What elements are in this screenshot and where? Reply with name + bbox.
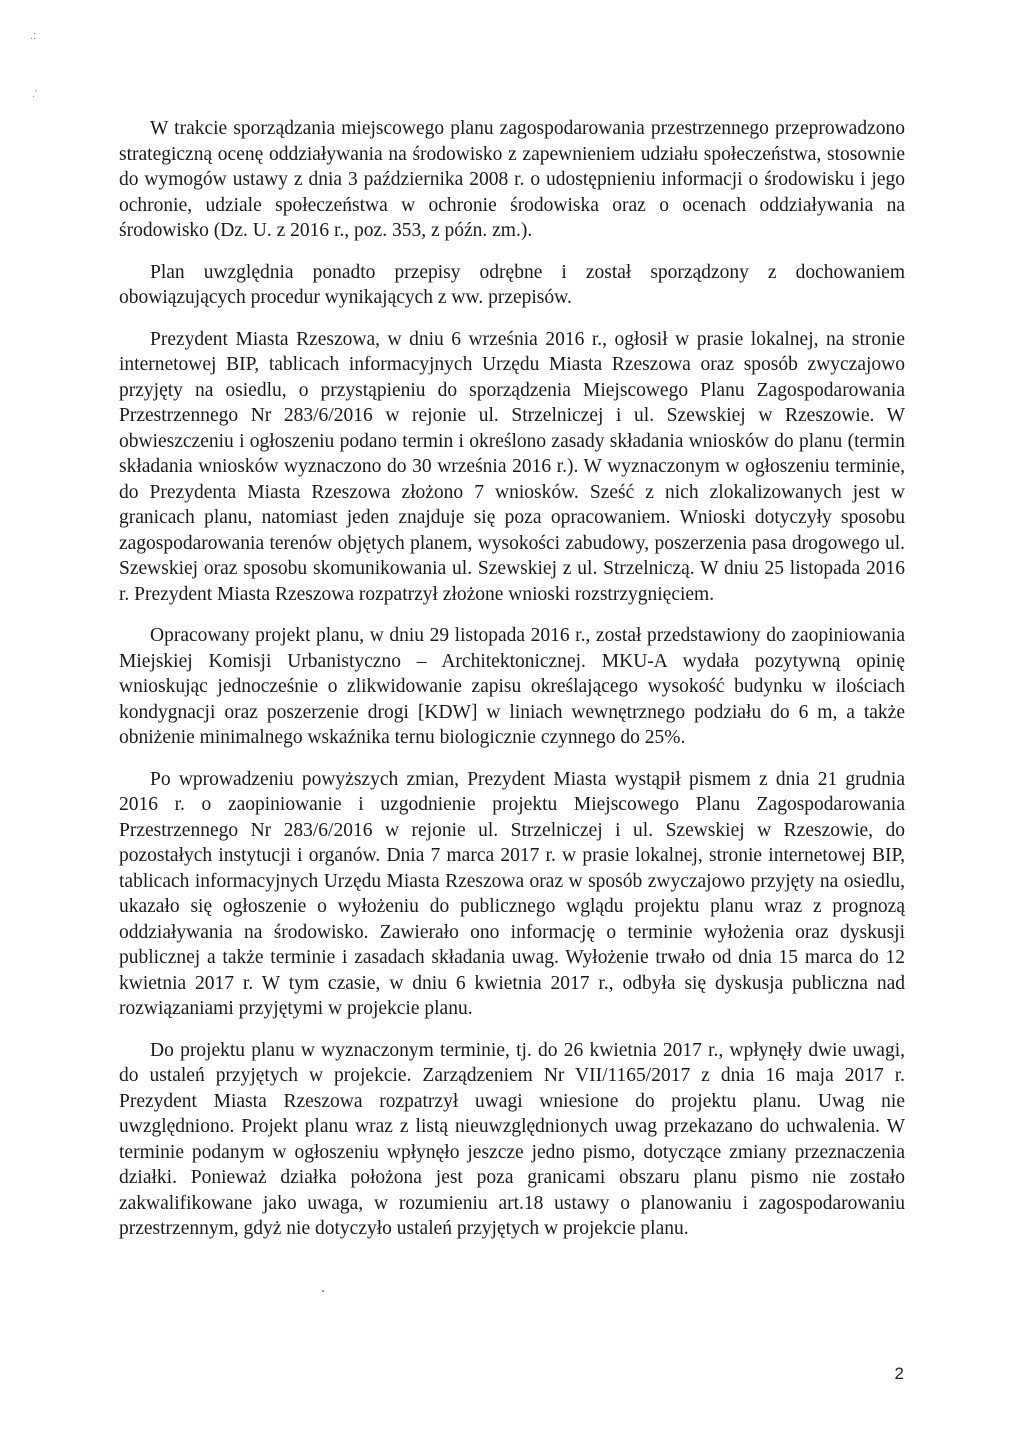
paragraph-commission-opinion: Opracowany projekt planu, w dniu 29 listopada 2016 r., został przedstawiony do zaopiniowania Miejskiej Komisji Urbanistyczno – Architektonicznej. MKU-A wydała pozytywną opinię wnioskując jednocześnie o zlikwidowanie zapisu określającego wysokość budynku w ilościach kondygnacji oraz poszerzenie drogi [KDW] w liniach wewnętrznego podziału do 6 m, a także obniżenie minimalnego wskaźnika ternu biologicznie czynnego do 25%. (119, 625, 905, 748)
paragraph-announcement: Prezydent Miasta Rzeszowa, w dniu 6 września 2016 r., ogłosił w prasie lokalnej, na stronie internetowej BIP, tablicach informacyjnych Urzędu Miasta Rzeszowa oraz sposób zwyczajowo przyjęty na osiedlu, o przystąpieniu do sporządzenia Miejscowego Planu Zagospodarowania Przestrzennego Nr 283/6/2016 w rejonie ul. Strzelniczej i ul. Szewskiej w Rzeszowie. W obwieszczeniu i ogłoszeniu podano termin i określono zasady składania wniosków do planu (termin składania wniosków wyznaczono do 30 września 2016 r.). W wyznaczonym w ogłoszeniu terminie, do Prezydenta Miasta Rzeszowa złożono 7 wniosków. Sześć z nich zlokalizowanych jest w granicach planu, natomiast jeden znajduje się poza opracowaniem. Wnioski dotyczyły sposobu zagospodarowania terenów objętych planem, wysokości zabudowy, poszerzenia pasa drogowego ul. Szewskiej oraz sposobu skomunikowania ul. Szewskiej z ul. Strzelniczą. W dniu 25 listopada 2016 r. Prezydent Miasta Rzeszowa rozpatrzył złożone wnioski rozstrzygnięciem. (119, 328, 905, 605)
paragraph-strategic-assessment: W trakcie sporządzania miejscowego planu zagospodarowania przestrzennego przeprowadzono strategiczną ocenę oddziaływania na środowisko z zapewnieniem udziału społeczeństwa, stosownie do wymogów ustawy z dnia 3 października 2008 r. o udostępnieniu informacji o środowisku i jego ochronie, udziale społeczeństwa w ochronie środowiska oraz o ocenach oddziaływania na środowisko (Dz. U. z 2016 r., poz. 353, z późn. zm.). (119, 118, 905, 241)
scan-dot (322, 1290, 324, 1292)
paragraph-remarks: Do projektu planu w wyznaczonym terminie, tj. do 26 kwietnia 2017 r., wpłynęły dwie uwagi, do ustaleń przyjętych w projekcie. Zarządzeniem Nr VII/1165/2017 z dnia 16 maja 2017 r. Prezydent Miasta Rzeszowa rozpatrzył uwagi wniesione do projektu planu. Uwag nie uwzględniono. Projekt planu wraz z listą nieuwzględnionych uwag przekazano do uchwalenia. W terminie podanym w ogłoszeniu wpłynęło jeszcze jedno pismo, dotyczące zmiany przeznaczenia działki. Ponieważ działka położona jest poza granicami obszaru planu pismo nie zostało zakwalifikowane jako uwaga, w rozumieniu art.18 ustawy o planowaniu i zagospodarowaniu przestrzennym, gdyż nie dotyczyło ustaleń przyjętych w projekcie planu. (119, 1039, 905, 1239)
paragraph-regulations: Plan uwzględnia ponadto przepisy odrębne i został sporządzony z dochowaniem obowiązujących procedur wynikających z ww. przepisów. (119, 261, 905, 308)
scan-artifact-top: .: (30, 30, 37, 42)
scan-artifact-left: .' (32, 88, 38, 100)
page-number: 2 (894, 1364, 904, 1383)
document-body (119, 116, 905, 1258)
paragraph-consultation: Po wprowadzeniu powyższych zmian, Prezydent Miasta wystąpił pismem z dnia 21 grudnia 2016 r. o zaopiniowanie i uzgodnienie projektu Miejscowego Planu Zagospodarowania Przestrzennego Nr 283/6/2016 w rejonie ul. Strzelniczej i ul. Szewskiej w Rzeszowie, do pozostałych instytucji i organów. Dnia 7 marca 2017 r. w prasie lokalnej, stronie internetowej BIP, tablicach informacyjnych Urzędu Miasta Rzeszowa oraz w sposób zwyczajowo przyjęty na osiedlu, ukazało się ogłoszenie o wyłożeniu do publicznego wglądu projektu planu wraz z prognozą oddziaływania na środowisko. Zawierało ono informację o terminie wyłożenia oraz dyskusji publicznej a także terminie i zasadach składania uwag. Wyłożenie trwało od dnia 15 marca do 12 kwietnia 2017 r. W tym czasie, w dniu 6 kwietnia 2017 r., odbyła się dyskusja publiczna nad rozwiązaniami przyjętymi w projekcie planu. (119, 768, 905, 1019)
